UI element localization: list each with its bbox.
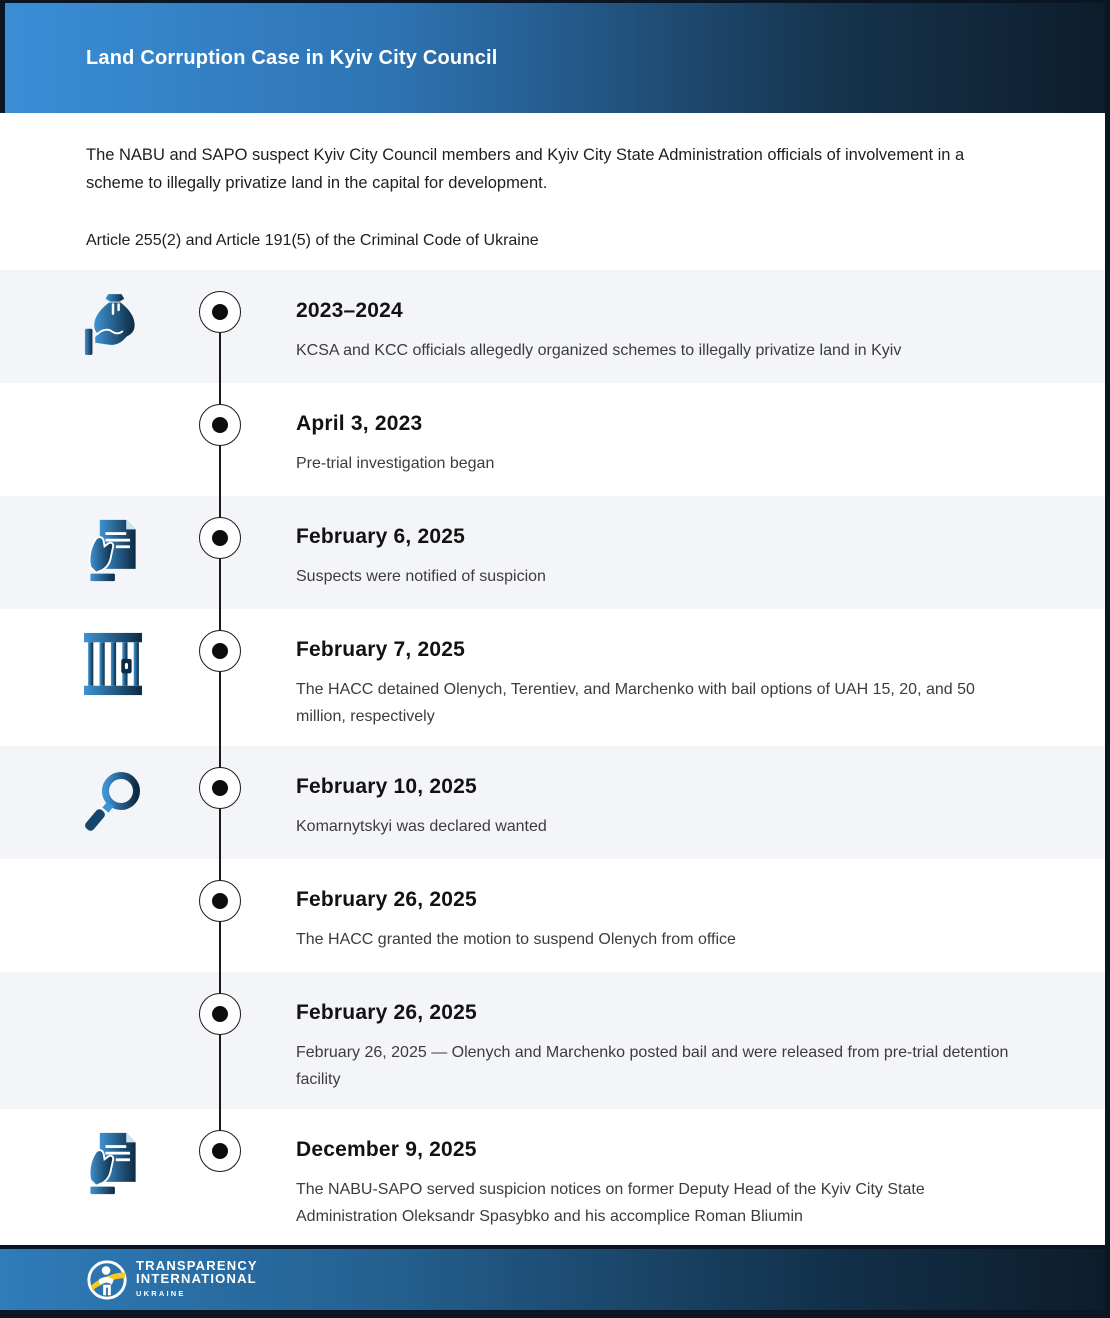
logo-line3: UKRAINE xyxy=(136,1289,186,1298)
event-date: December 9, 2025 xyxy=(296,1138,477,1161)
timeline-event-row xyxy=(0,859,1110,972)
timeline xyxy=(0,270,1110,1246)
footer-bar xyxy=(0,1249,1110,1310)
footer-banner xyxy=(0,1245,1110,1318)
timeline-node xyxy=(199,630,241,672)
criminal-code-reference: Article 255(2) and Article 191(5) of the Criminal Code of Ukraine xyxy=(86,232,539,249)
logo-text xyxy=(136,1259,258,1300)
timeline-event-row xyxy=(0,270,1110,383)
timeline-event-row xyxy=(0,1109,1110,1246)
intro-paragraph: The NABU and SAPO suspect Kyiv City Council members and Kyiv City State Administration officials of involvement in a scheme to illegally privatize land in the capital for development. xyxy=(86,146,965,192)
event-description: The HACC granted the motion to suspend Olenych from office xyxy=(296,931,736,948)
event-description: Pre-trial investigation began xyxy=(296,455,495,472)
intro-section xyxy=(0,113,1110,270)
timeline-node xyxy=(199,1130,241,1172)
timeline-node xyxy=(199,291,241,333)
timeline-event-row xyxy=(0,383,1110,496)
footer-bottom-line xyxy=(0,1310,1110,1318)
border-edge-right xyxy=(1105,0,1110,1318)
money-bag-hand-icon xyxy=(82,290,144,360)
timeline-node xyxy=(199,880,241,922)
timeline-node-dot xyxy=(212,643,228,659)
timeline-node xyxy=(199,767,241,809)
event-date: February 7, 2025 xyxy=(296,638,465,661)
logo-line1: TRANSPARENCY xyxy=(136,1258,258,1273)
timeline-node xyxy=(199,404,241,446)
border-edge-left xyxy=(0,0,5,113)
timeline-node-dot xyxy=(212,1143,228,1159)
event-date: February 26, 2025 xyxy=(296,888,477,911)
event-description: Suspects were notified of suspicion xyxy=(296,568,546,585)
timeline-node-dot xyxy=(212,304,228,320)
magnifier-icon xyxy=(82,766,144,836)
transparency-international-logo xyxy=(86,1259,258,1301)
timeline-node-dot xyxy=(212,530,228,546)
page-title: Land Corruption Case in Kyiv City Council xyxy=(86,46,498,69)
logo-line2: INTERNATIONAL xyxy=(136,1271,257,1286)
timeline-node xyxy=(199,993,241,1035)
event-description: Komarnytskyi was declared wanted xyxy=(296,818,547,835)
event-date: February 10, 2025 xyxy=(296,775,477,798)
timeline-node-dot xyxy=(212,417,228,433)
event-date: February 6, 2025 xyxy=(296,525,465,548)
suspicion-notice-icon xyxy=(82,516,144,586)
timeline-node-dot xyxy=(212,893,228,909)
event-date: April 3, 2023 xyxy=(296,412,423,435)
timeline-event-row xyxy=(0,972,1110,1109)
event-description: The HACC detained Olenych, Terentiev, and Marchenko with bail options of UAH 15, 20, and 50 million, respectively xyxy=(296,681,975,725)
event-date: February 26, 2025 xyxy=(296,1001,477,1024)
border-edge-top xyxy=(0,0,1110,3)
event-description: February 26, 2025 — Olenych and Marchenko posted bail and were released from pre-trial detention facility xyxy=(296,1044,1009,1088)
event-date: 2023–2024 xyxy=(296,299,403,322)
ti-emblem-icon xyxy=(86,1259,128,1301)
timeline-node-dot xyxy=(212,1006,228,1022)
header-banner xyxy=(0,3,1110,113)
timeline-event-row xyxy=(0,746,1110,859)
timeline-node-dot xyxy=(212,780,228,796)
timeline-event-row xyxy=(0,496,1110,609)
suspicion-notice-icon xyxy=(82,1129,144,1199)
timeline-event-row xyxy=(0,609,1110,746)
event-description: KCSA and KCC officials allegedly organized schemes to illegally privatize land in Kyiv xyxy=(296,342,902,359)
event-description: The NABU-SAPO served suspicion notices on former Deputy Head of the Kyiv City State Administration Oleksandr Spasybko and his accomplice Roman Bliumin xyxy=(296,1181,925,1225)
timeline-node xyxy=(199,517,241,559)
jail-bars-icon xyxy=(82,629,144,699)
